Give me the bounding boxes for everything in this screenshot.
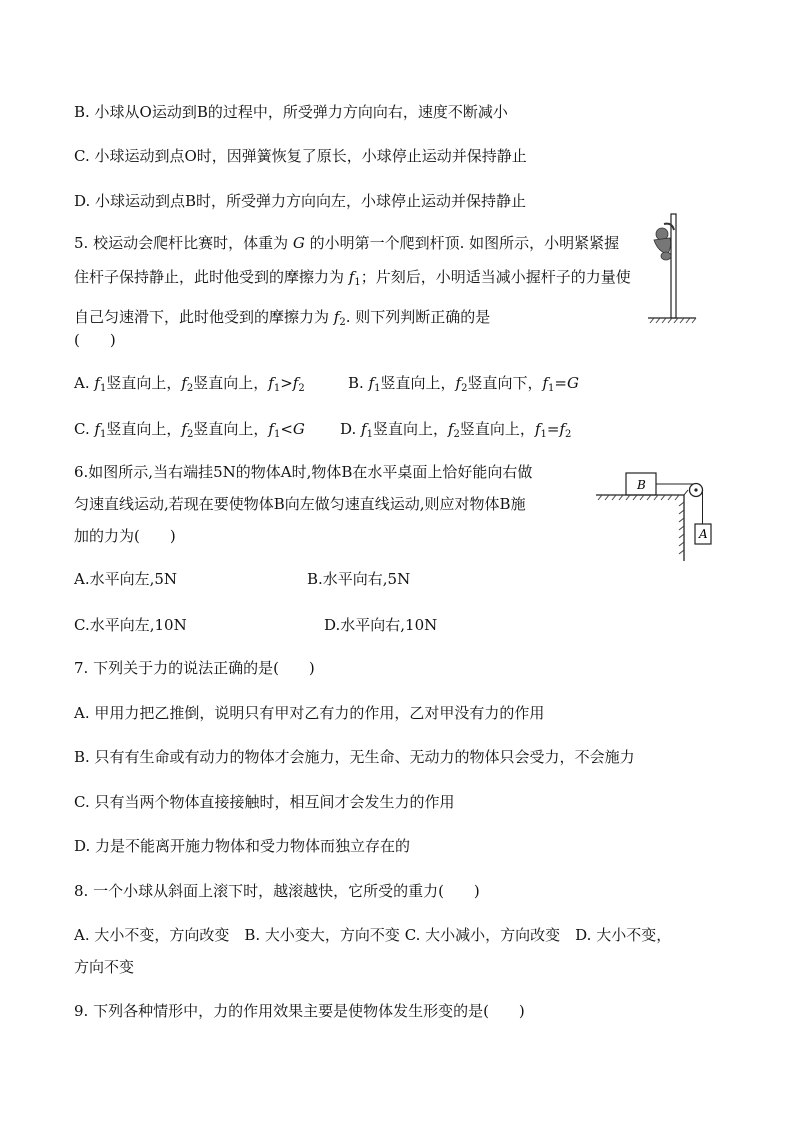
edge-hatch: [679, 502, 684, 554]
q4-option-c: C. 小球运动到点O时，因弹簧恢复了原长，小球停止运动并保持静止: [74, 147, 527, 165]
q5-option-b: B. $f_1$竖直向上，$f_2$竖直向下，$f_1=G$: [348, 374, 579, 394]
q7-option-a: A. 甲用力把乙推倒，说明只有甲对乙有力的作用，乙对甲没有力的作用: [74, 704, 545, 722]
q6-option-a: A.水平向左,5N: [74, 570, 178, 588]
q6-stem-line-1: 6.如图所示,当右端挂5N的物体A时,物体B在水平桌面上恰好能向右做: [74, 463, 533, 481]
pulley-axle: [694, 488, 697, 491]
ground-hatch: [650, 318, 696, 323]
q8-stem: 8. 一个小球从斜面上滚下时，越滚越快，它所受的重力( ): [74, 882, 480, 900]
table-hatch: [598, 495, 679, 500]
block-a-label: A: [699, 527, 708, 541]
block-b-label: B: [637, 478, 646, 492]
q4-option-b: B. 小球从O运动到B的过程中，所受弹力方向向右，速度不断减小: [74, 103, 508, 121]
q5-options-row-1: A. $f_1$竖直向上，$f_2$竖直向上，$f_1>f_2$: [74, 374, 305, 394]
q5-stem: 5. 校运动会爬杆比赛时，体重为 G 的小明第一个爬到杆顶. 如图所示，小明紧紧握住杆子保持静止，此时他受到的摩擦力为 $f_1$；片刻后，小明适当减小握杆子的力量使自己匀速滑下，此时他受到的摩擦力为 $f_2$. 则下列判断正确的是: [74, 234, 631, 328]
q7-option-d: D. 力是不能离开施力物体和受力物体而独立存在的: [74, 837, 411, 855]
q7-stem: 7. 下列关于力的说法正确的是( ): [74, 659, 315, 677]
q5-option-d: D. $f_1$竖直向上，$f_2$竖直向上，$f_1=f_2$: [340, 420, 572, 440]
q7-option-c: C. 只有当两个物体直接接触时，相互间才会发生力的作用: [74, 793, 455, 811]
q7-option-b: B. 只有有生命或有动力的物体才会施力，无生命、无动力的物体只会受力，不会施力: [74, 748, 635, 766]
pulley-bracket: [684, 490, 688, 495]
q6-stem-line-2: 匀速直线运动,若现在要使物体B向左做匀速直线运动,则应对物体B施: [74, 495, 526, 513]
q8-options-line-2: 方向不变: [74, 958, 135, 976]
q6-option-c: C.水平向左,10N: [74, 616, 187, 634]
q8-options-line-1: A. 大小不变，方向改变 B. 大小变大，方向不变 C. 大小减小，方向改变 D. 大小不变，: [74, 926, 672, 944]
q5-answer-paren: ( ): [74, 331, 116, 349]
q6-stem-line-3: 加的力为( ): [74, 527, 176, 545]
pole-climb-figure: [644, 210, 700, 326]
q4-option-d: D. 小球运动到点B时，所受弹力方向向左，小球停止运动并保持静止: [74, 192, 527, 210]
q6-option-b: B.水平向右,5N: [307, 570, 411, 588]
q9-stem: 9. 下列各种情形中，力的作用效果主要是使物体发生形变的是( ): [74, 1002, 525, 1020]
q5-option-c: C. $f_1$竖直向上，$f_2$竖直向上，$f_1<G$: [74, 420, 305, 440]
q6-option-d: D.水平向右,10N: [324, 616, 438, 634]
pulley-figure: [592, 466, 718, 566]
